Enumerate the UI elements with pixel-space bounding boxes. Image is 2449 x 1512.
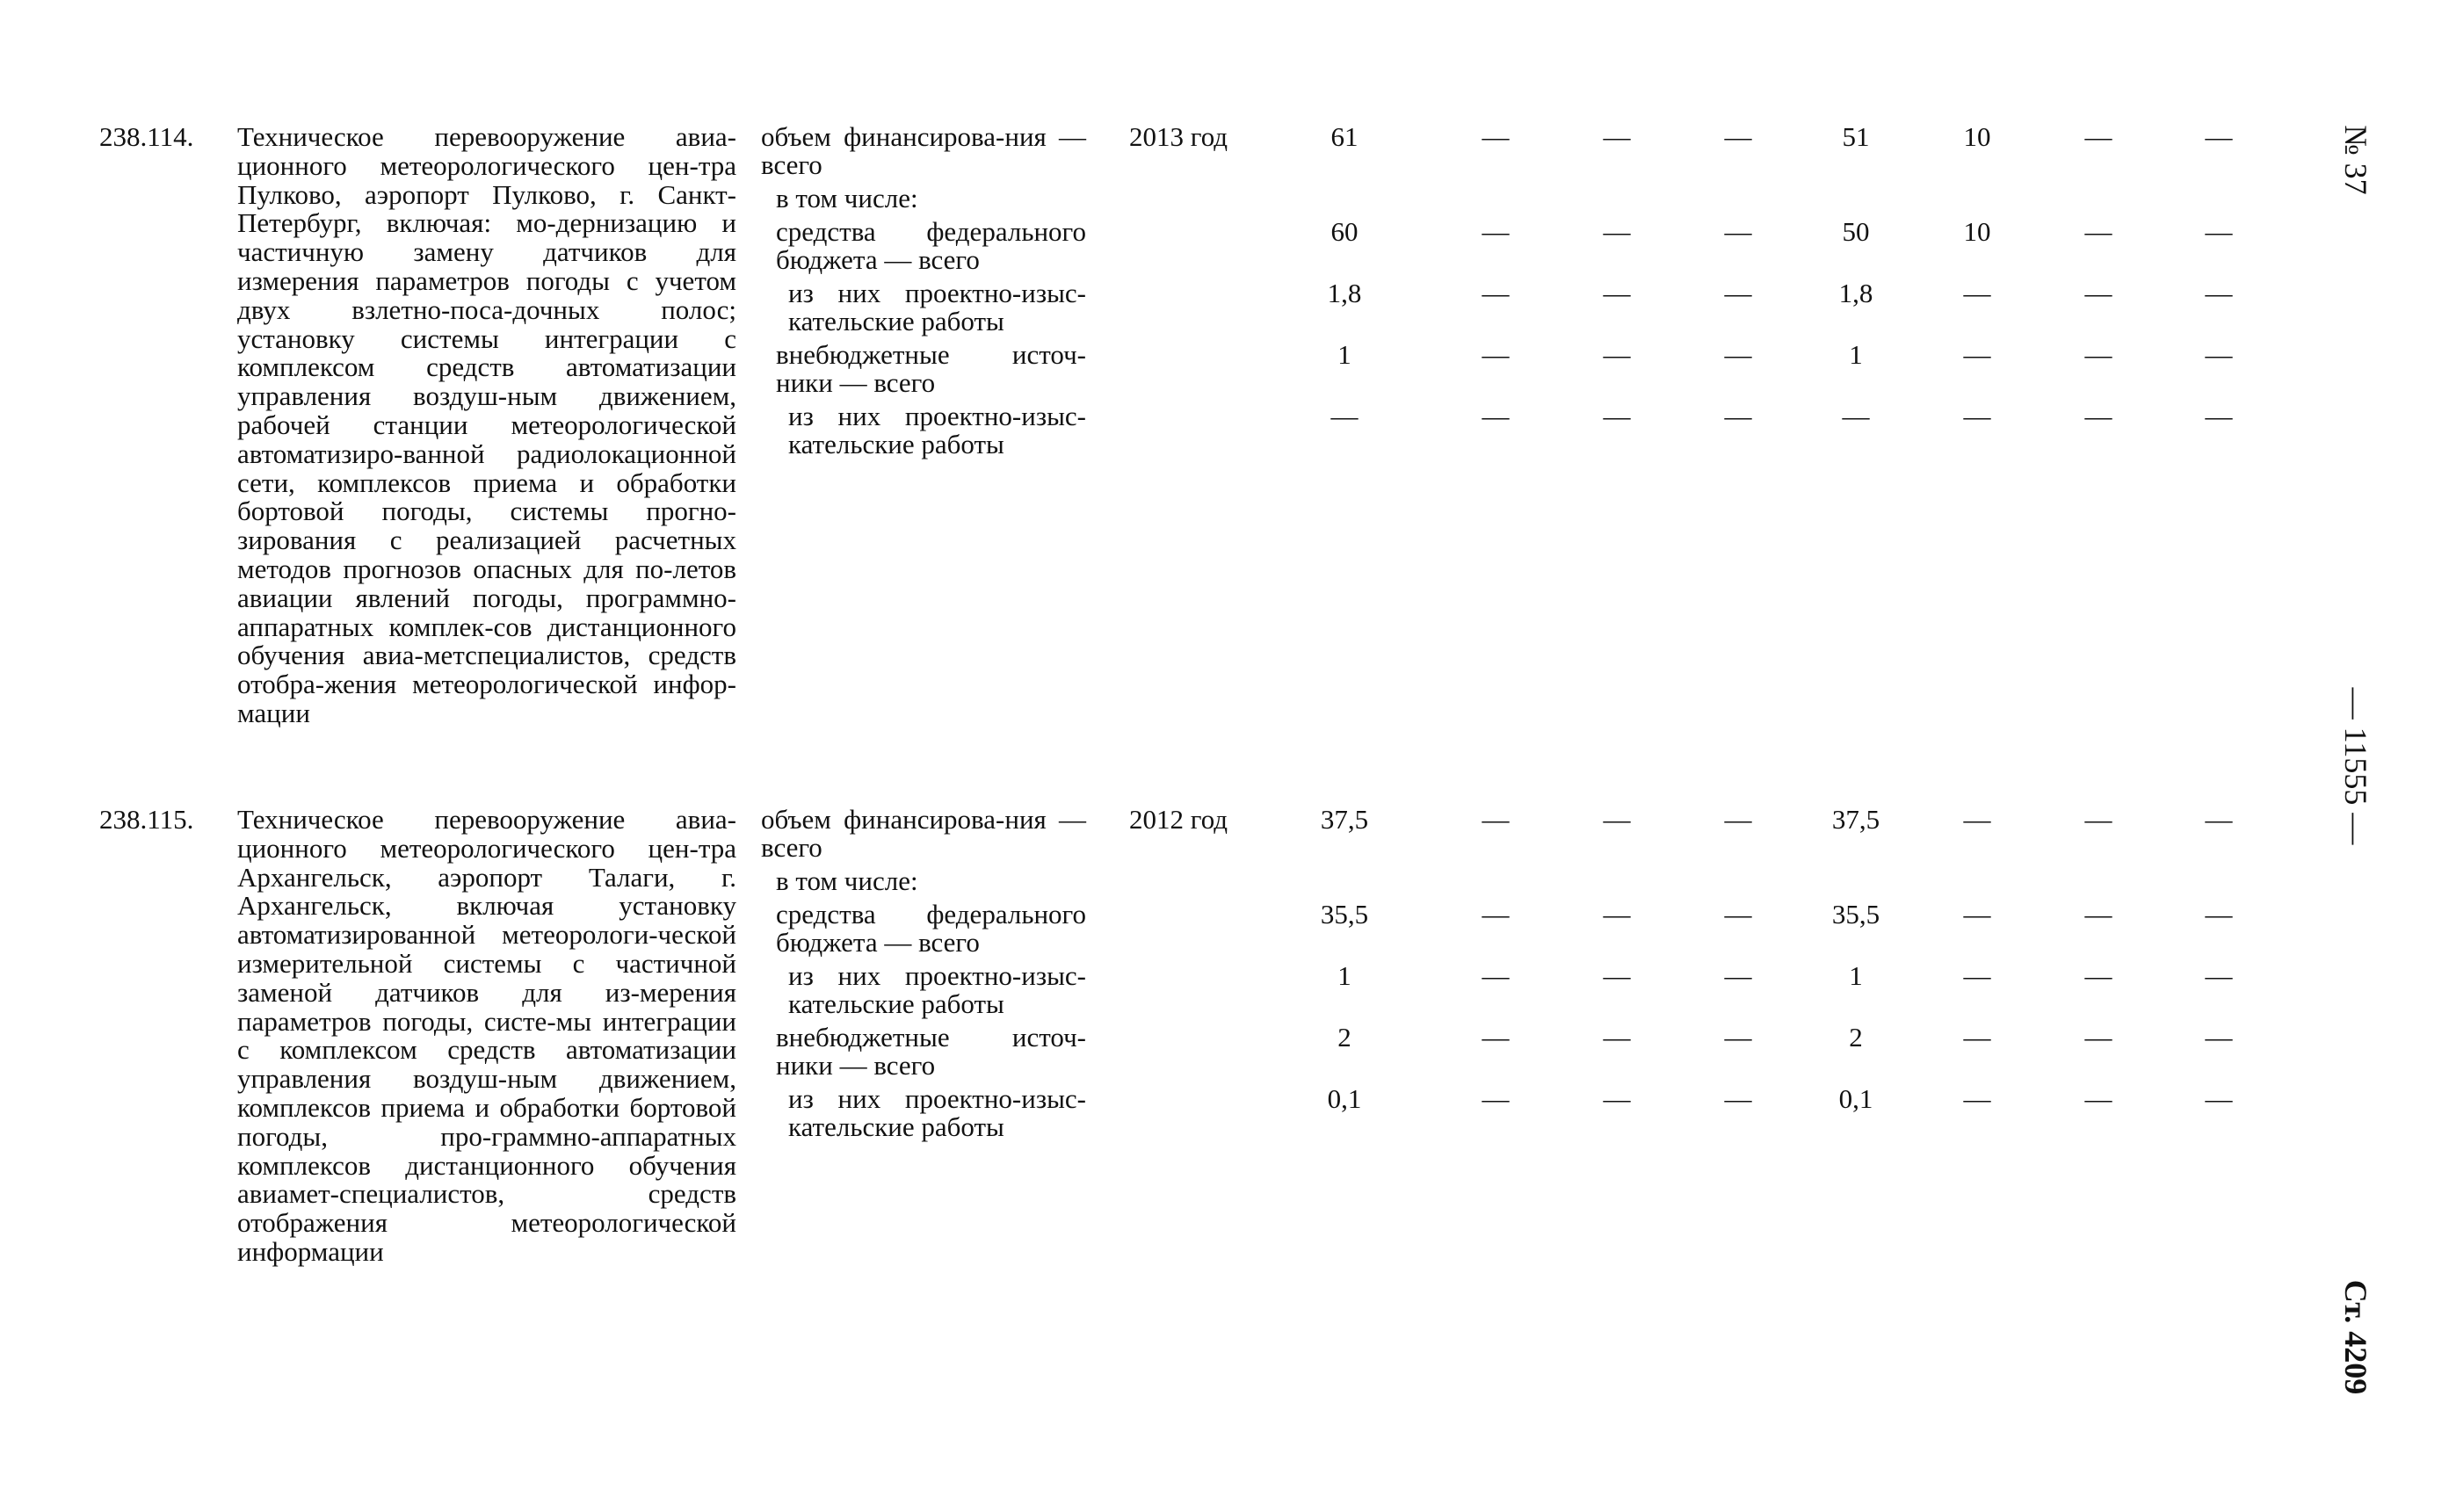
amount-cell: — — [2205, 899, 2233, 930]
financing-label: средства федерального бюджета — всего — [776, 899, 1086, 958]
amount-cell: — — [1724, 121, 1752, 152]
amount-cell: 61 — [1330, 121, 1359, 152]
amount-cell: — — [2084, 960, 2112, 991]
amount-cell: — — [1963, 960, 1991, 991]
amount-cell: — — [2084, 1022, 2112, 1053]
amount-cell: — — [1724, 804, 1752, 835]
amount-cell: — — [1603, 899, 1631, 930]
amount-cell: 1,8 — [1838, 278, 1873, 308]
document-number: — 11555 — — [2338, 687, 2373, 845]
amount-cell: — — [2084, 339, 2112, 370]
amount-cell: — — [1603, 1022, 1631, 1053]
amount-cell: — — [1963, 804, 1991, 835]
amount-cell: — — [1724, 216, 1752, 247]
amount-cell: — — [1603, 339, 1631, 370]
amount-cell: — — [1724, 1022, 1752, 1053]
amount-cell: — — [1963, 278, 1991, 308]
amount-cell: — — [2084, 216, 2112, 247]
amount-cell: — — [2205, 401, 2233, 431]
amount-cell: 35,5 — [1320, 899, 1369, 930]
amount-cell: — — [1724, 401, 1752, 431]
amount-cell: — — [2205, 804, 2233, 835]
amount-cell: — — [1603, 401, 1631, 431]
amount-cell: — — [2205, 1022, 2233, 1053]
amount-cell: 1 — [1849, 960, 1863, 991]
financing-label: из них проектно-изыс-кательские работы — [788, 960, 1086, 1019]
amount-cell: — — [1482, 899, 1510, 930]
amount-cell: 2 — [1337, 1022, 1351, 1053]
amount-cell: — — [1724, 960, 1752, 991]
amount-cell: 50 — [1842, 216, 1870, 247]
amount-cell: — — [2084, 401, 2112, 431]
amount-cell: — — [1482, 121, 1510, 152]
amount-cell: 1,8 — [1327, 278, 1362, 308]
amount-cell: 1 — [1337, 339, 1351, 370]
amount-cell: — — [2084, 899, 2112, 930]
financing-label: в том числе: — [776, 183, 918, 213]
page-label: Ст. 4209 — [2338, 1279, 2373, 1395]
amount-cell: — — [1603, 278, 1631, 308]
financing-label: объем финансирова-ния — всего — [761, 804, 1086, 863]
amount-cell: 51 — [1842, 121, 1870, 152]
amount-cell: — — [1724, 1083, 1752, 1114]
amount-cell: — — [1724, 278, 1752, 308]
amount-cell: — — [1963, 1022, 1991, 1053]
amount-cell: — — [1603, 121, 1631, 152]
entry-number: 238.114. — [99, 121, 194, 152]
amount-cell: 2 — [1849, 1022, 1863, 1053]
amount-cell: — — [1724, 339, 1752, 370]
financing-label: объем финансирова-ния — всего — [761, 121, 1086, 180]
amount-cell: — — [1482, 1022, 1510, 1053]
amount-cell: 1 — [1337, 960, 1351, 991]
amount-cell: — — [1603, 216, 1631, 247]
amount-cell: 10 — [1963, 216, 1991, 247]
amount-cell: 60 — [1330, 216, 1359, 247]
amount-cell: — — [1963, 899, 1991, 930]
financing-label: из них проектно-изыс-кательские работы — [788, 1083, 1086, 1142]
amount-cell: — — [2205, 278, 2233, 308]
amount-cell: — — [2205, 216, 2233, 247]
amount-cell: — — [1963, 339, 1991, 370]
amount-cell: 0,1 — [1838, 1083, 1873, 1114]
financing-label: в том числе: — [776, 865, 918, 896]
amount-cell: — — [1482, 804, 1510, 835]
amount-cell: — — [2205, 121, 2233, 152]
amount-cell: — — [1963, 401, 1991, 431]
amount-cell: — — [1482, 960, 1510, 991]
amount-cell: 0,1 — [1327, 1083, 1362, 1114]
financing-label: средства федерального бюджета — всего — [776, 216, 1086, 275]
amount-cell: 35,5 — [1831, 899, 1880, 930]
amount-cell: — — [1482, 278, 1510, 308]
amount-cell: — — [2205, 1083, 2233, 1114]
amount-cell: 37,5 — [1831, 804, 1880, 835]
amount-cell: — — [1724, 899, 1752, 930]
amount-cell: — — [1603, 804, 1631, 835]
issue-number: № 37 — [2338, 125, 2373, 195]
amount-cell: — — [2084, 804, 2112, 835]
amount-cell: — — [1842, 401, 1870, 431]
entry-year: 2012 год — [1129, 804, 1228, 835]
amount-cell: — — [2205, 339, 2233, 370]
amount-cell: — — [1482, 339, 1510, 370]
financing-label: внебюджетные источ-ники — всего — [776, 339, 1086, 398]
amount-cell: 37,5 — [1320, 804, 1369, 835]
entry-description: Техническое перевооружение авиа-ционного метеорологического цен-тра Пулково, аэропорт Пулково, г. Санкт-Петербург, включая: мо-дернизацию и частичную замену датчиков для измерения параметров погоды с учетом двух взлетно-поса-дочных полос; установку системы интеграции с комплексом средств автоматизации управления воздуш-ным движением, рабочей станции метеорологической автоматизиро-ванной радиолокационной сети, комплексов приема и обработки бортовой погоды, системы прогно-зирования с реализацией расчетных методов прогнозов опасных для по-летов авиации явлений погоды, программно-аппаратных комплек-сов дистанционного обучения авиа-метспециалистов, средств отобра-жения метеорологической инфор-мации — [237, 121, 736, 728]
financing-label: из них проектно-изыс-кательские работы — [788, 278, 1086, 336]
entry-year: 2013 год — [1129, 121, 1228, 152]
amount-cell: — — [1603, 960, 1631, 991]
amount-cell: — — [2205, 960, 2233, 991]
amount-cell: — — [1330, 401, 1359, 431]
amount-cell: — — [1482, 401, 1510, 431]
entry-description: Техническое перевооружение авиа-ционного метеорологического цен-тра Архангельск, аэропорт Талаги, г. Архангельск, включая установку автоматизированной метеорологи-ческой измерительной системы с частичной заменой датчиков для из-мерения параметров погоды, систе-мы интеграции с комплексом средств автоматизации управления воздуш-ным движением, комплексов приема и обработки бортовой погоды, про-граммно-аппаратных комплексов дистанционного обучения авиамет-специалистов, средств отображения метеорологической информации — [237, 804, 736, 1267]
amount-cell: — — [1963, 1083, 1991, 1114]
amount-cell: — — [1603, 1083, 1631, 1114]
amount-cell: — — [1482, 1083, 1510, 1114]
financing-label: из них проектно-изыс-кательские работы — [788, 401, 1086, 459]
amount-cell: 10 — [1963, 121, 1991, 152]
amount-cell: 1 — [1849, 339, 1863, 370]
financing-label: внебюджетные источ-ники — всего — [776, 1022, 1086, 1081]
amount-cell: — — [2084, 121, 2112, 152]
amount-cell: — — [2084, 1083, 2112, 1114]
amount-cell: — — [2084, 278, 2112, 308]
amount-cell: — — [1482, 216, 1510, 247]
entry-number: 238.115. — [99, 804, 194, 835]
